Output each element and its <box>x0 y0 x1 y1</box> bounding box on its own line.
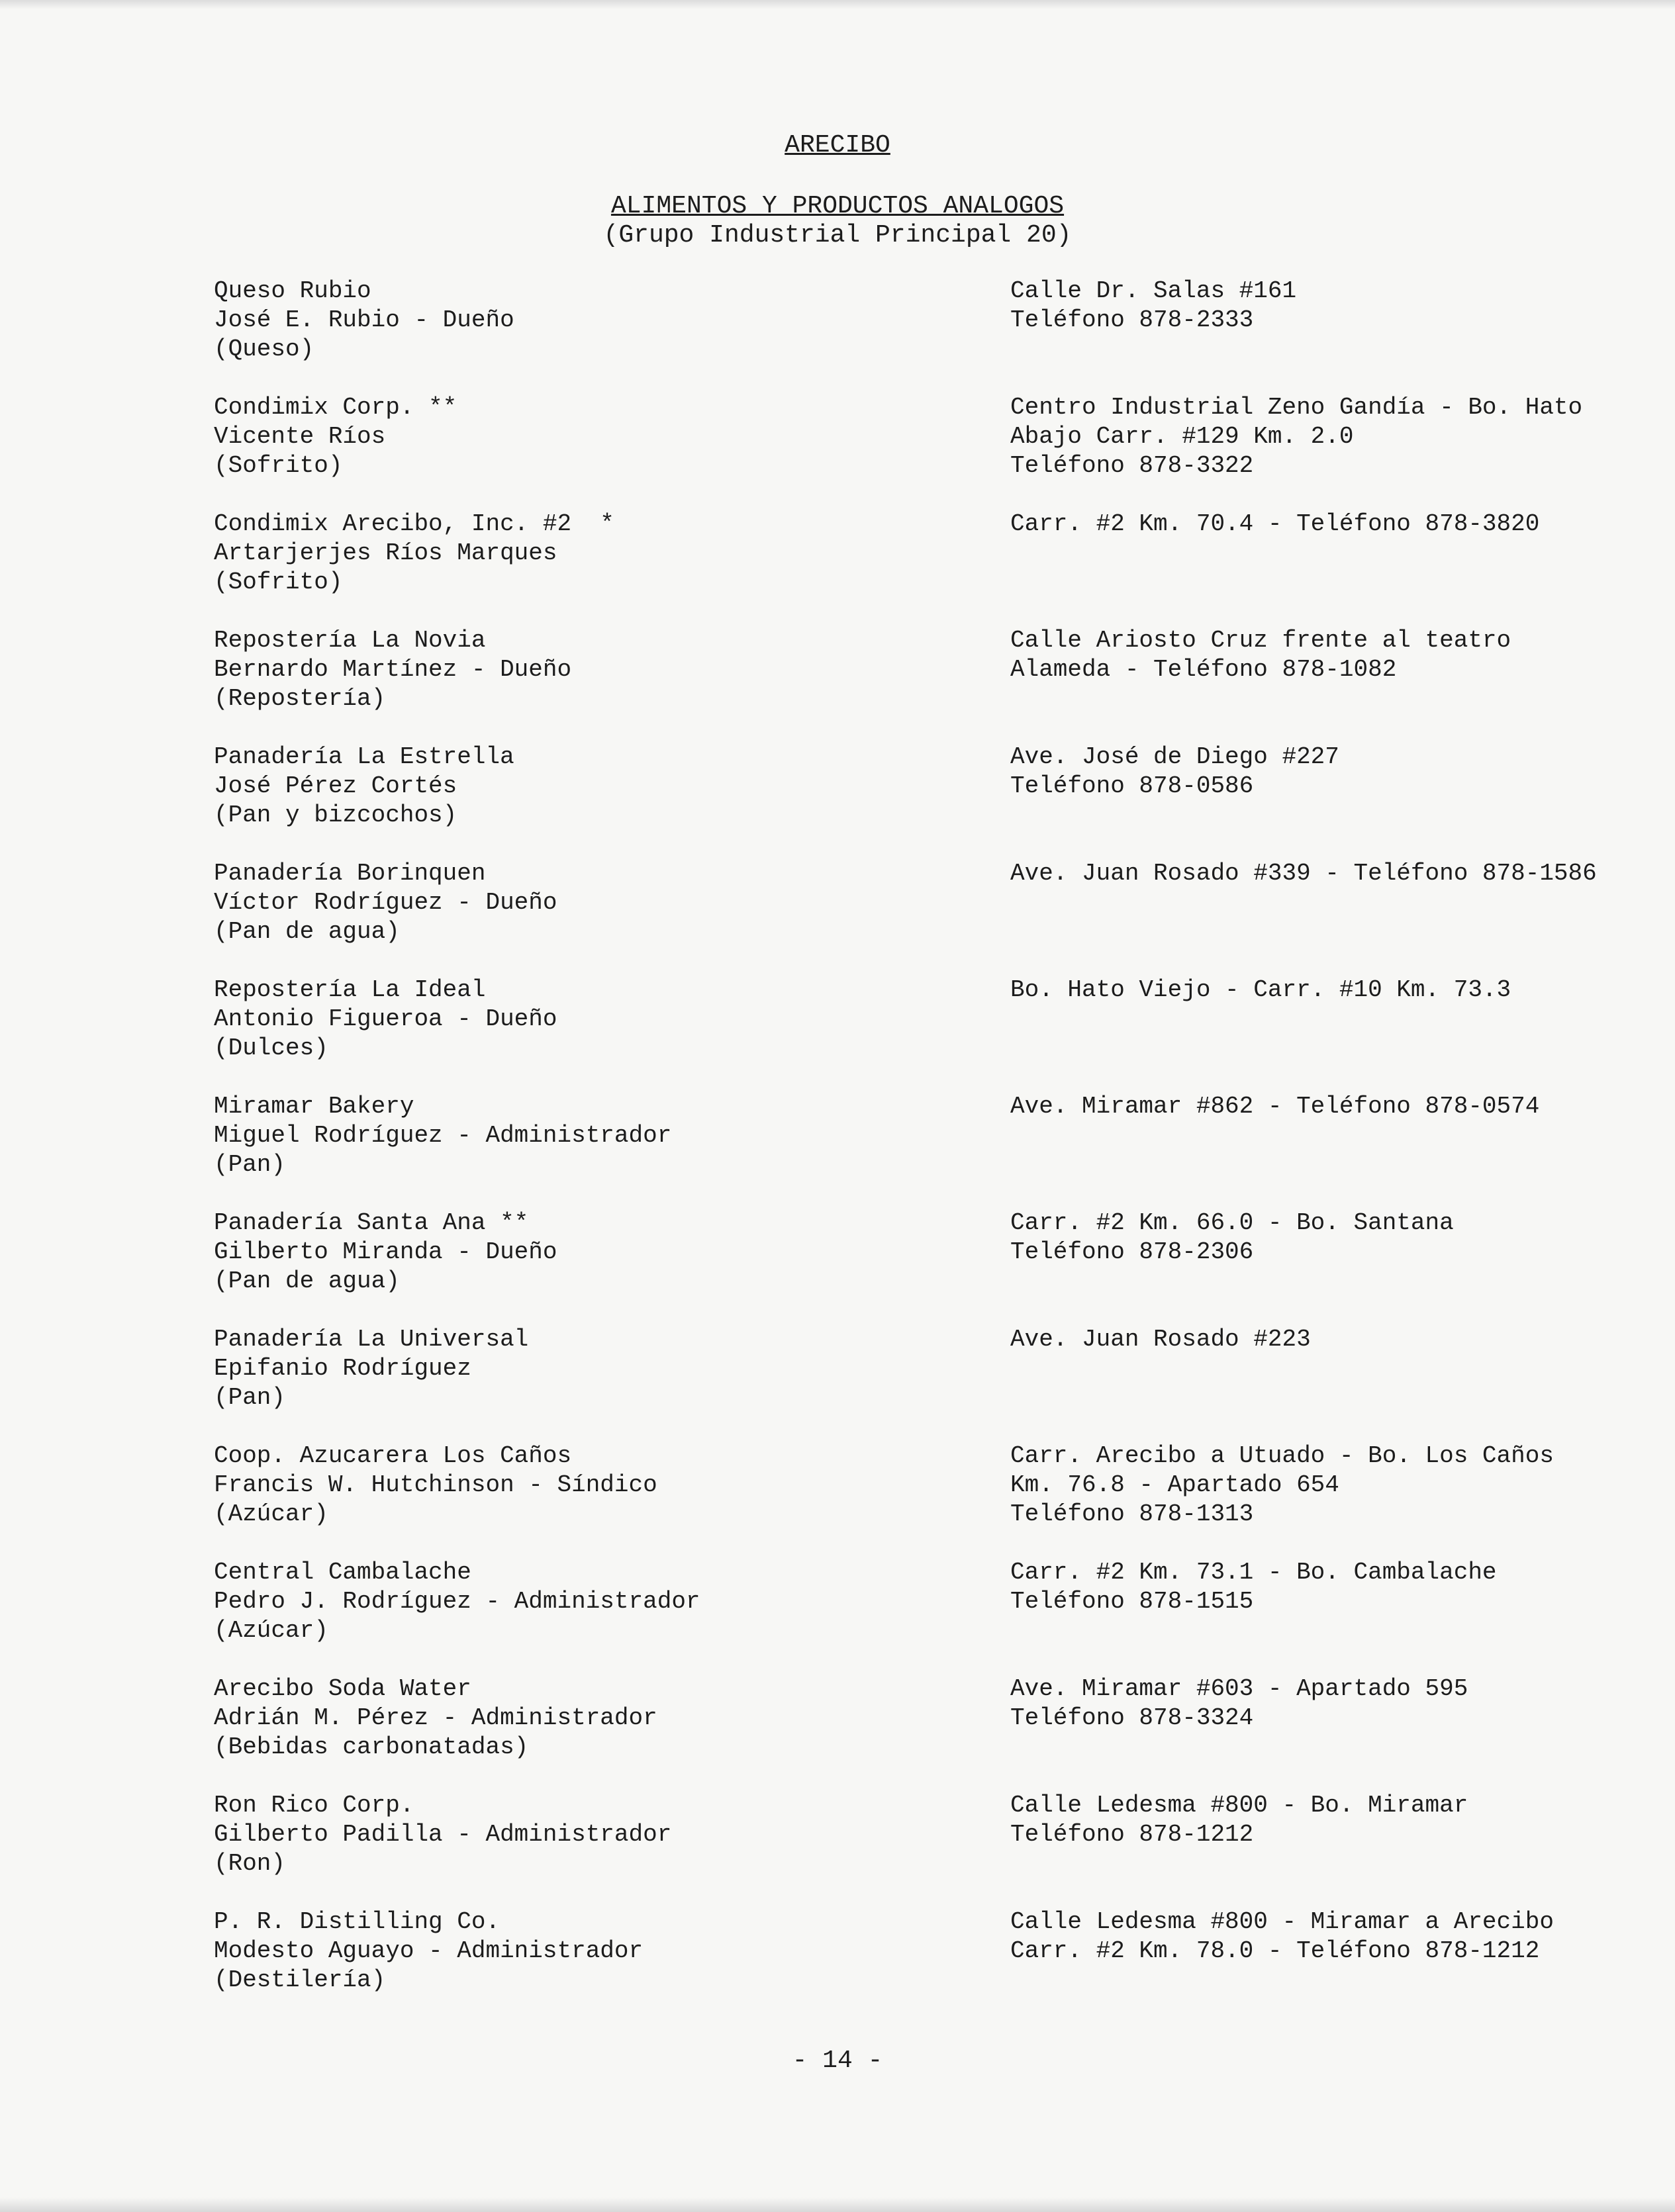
entry-address-info <box>1010 626 1619 684</box>
entry-address-info <box>1010 1675 1619 1733</box>
entry-business-info <box>214 1558 975 1645</box>
entry-address-info <box>1010 859 1619 888</box>
entry-business-info <box>214 1442 975 1529</box>
entry-address-info <box>1010 1092 1619 1121</box>
product-type: (Queso) <box>214 336 314 363</box>
address-line: Ave. Miramar #862 - Teléfono 878-0574 <box>1010 1093 1540 1120</box>
entry-business-info <box>214 1325 975 1412</box>
entry-address-info <box>1010 1209 1619 1267</box>
entry-business-info <box>214 1908 975 1995</box>
contact-person: Francis W. Hutchinson - Síndico <box>214 1471 657 1498</box>
entry-business-info <box>214 1209 975 1296</box>
address-line: Alameda - Teléfono 878-1082 <box>1010 656 1397 683</box>
contact-person: José Pérez Cortés <box>214 772 457 800</box>
contact-person: Gilberto Miranda - Dueño <box>214 1238 557 1266</box>
directory-entry <box>0 626 1675 743</box>
business-name: Condimix Corp. ** <box>214 394 457 421</box>
business-name: Condimix Arecibo, Inc. #2 * <box>214 510 614 537</box>
entry-business-info <box>214 277 975 364</box>
business-name: Repostería La Ideal <box>214 976 486 1003</box>
address-line: Teléfono 878-3324 <box>1010 1704 1254 1731</box>
entry-address-info <box>1010 1908 1619 1966</box>
directory-entry <box>0 1325 1675 1442</box>
contact-person: Antonio Figueroa - Dueño <box>214 1005 557 1033</box>
contact-person: Gilberto Padilla - Administrador <box>214 1821 672 1848</box>
directory-entry <box>0 1092 1675 1209</box>
product-type: (Ron) <box>214 1850 286 1877</box>
section-heading: ALIMENTOS Y PRODUCTOS ANALOGOS <box>610 192 1065 220</box>
entry-business-info <box>214 1791 975 1878</box>
entry-business-info <box>214 1092 975 1179</box>
product-type: (Pan de agua) <box>214 918 400 945</box>
product-type: (Pan y bizcochos) <box>214 802 457 829</box>
page-edge-top <box>0 0 1675 9</box>
address-line: Centro Industrial Zeno Gandía - Bo. Hato <box>1010 394 1583 421</box>
address-line: Calle Ledesma #800 - Miramar a Arecibo <box>1010 1908 1554 1935</box>
address-line: Carr. #2 Km. 70.4 - Teléfono 878-3820 <box>1010 510 1540 537</box>
product-type: (Pan) <box>214 1151 286 1178</box>
directory-entry <box>0 393 1675 510</box>
directory-entry <box>0 510 1675 626</box>
contact-person: Modesto Aguayo - Administrador <box>214 1937 644 1964</box>
product-type: (Pan) <box>214 1384 286 1411</box>
entry-address-info <box>1010 1558 1619 1616</box>
address-line: Teléfono 878-3322 <box>1010 452 1254 479</box>
contact-person: Víctor Rodríguez - Dueño <box>214 889 557 916</box>
page-title: ARECIBO <box>785 131 890 160</box>
address-line: Bo. Hato Viejo - Carr. #10 Km. 73.3 <box>1010 976 1511 1003</box>
entry-business-info <box>214 743 975 830</box>
entry-business-info <box>214 393 975 481</box>
page-edge-bottom <box>0 2197 1675 2212</box>
product-type: (Dulces) <box>214 1035 328 1062</box>
address-line: Carr. #2 Km. 66.0 - Bo. Santana <box>1010 1209 1454 1236</box>
contact-person: Vicente Ríos <box>214 423 386 450</box>
business-name: Central Cambalache <box>214 1559 471 1586</box>
group-heading: (Grupo Industrial Principal 20) <box>603 221 1072 250</box>
entry-address-info <box>1010 277 1619 335</box>
entry-address-info <box>1010 743 1619 801</box>
directory-entry <box>0 1209 1675 1325</box>
business-name: Coop. Azucarera Los Caños <box>214 1442 572 1469</box>
contact-person: Artarjerjes Ríos Marques <box>214 539 557 567</box>
business-name: Panadería La Estrella <box>214 743 514 770</box>
entry-address-info <box>1010 1791 1619 1849</box>
address-line: Ave. Juan Rosado #339 - Teléfono 878-1586 <box>1010 860 1597 887</box>
address-line: Calle Ledesma #800 - Bo. Miramar <box>1010 1792 1468 1819</box>
directory-entry <box>0 1558 1675 1675</box>
entry-business-info <box>214 1675 975 1762</box>
address-line: Ave. Juan Rosado #223 <box>1010 1326 1311 1353</box>
business-name: P. R. Distilling Co. <box>214 1908 501 1935</box>
contact-person: Miguel Rodríguez - Administrador <box>214 1122 672 1149</box>
business-name: Arecibo Soda Water <box>214 1675 471 1702</box>
entry-business-info <box>214 626 975 714</box>
business-name: Panadería La Universal <box>214 1326 529 1353</box>
address-line: Ave. José de Diego #227 <box>1010 743 1339 770</box>
contact-person: Epifanio Rodríguez <box>214 1355 471 1382</box>
address-line: Teléfono 878-1212 <box>1010 1821 1254 1848</box>
entry-business-info <box>214 859 975 946</box>
contact-person: Pedro J. Rodríguez - Administrador <box>214 1588 700 1615</box>
address-line: Calle Ariosto Cruz frente al teatro <box>1010 627 1511 654</box>
address-line: Abajo Carr. #129 Km. 2.0 <box>1010 423 1354 450</box>
contact-person: Adrián M. Pérez - Administrador <box>214 1704 657 1731</box>
product-type: (Bebidas carbonatadas) <box>214 1733 529 1761</box>
directory-entry <box>0 1791 1675 1908</box>
address-line: Teléfono 878-1515 <box>1010 1588 1254 1615</box>
address-line: Teléfono 878-2306 <box>1010 1238 1254 1266</box>
address-line: Carr. Arecibo a Utuado - Bo. Los Caños <box>1010 1442 1554 1469</box>
business-name: Queso Rubio <box>214 277 371 304</box>
entry-business-info <box>214 510 975 597</box>
address-line: Carr. #2 Km. 78.0 - Teléfono 878-1212 <box>1010 1937 1540 1964</box>
directory-entry <box>0 859 1675 976</box>
product-type: (Azúcar) <box>214 1500 328 1528</box>
directory-entry <box>0 1908 1675 2024</box>
directory-list <box>0 277 1675 2024</box>
product-type: (Repostería) <box>214 685 386 712</box>
address-line: Carr. #2 Km. 73.1 - Bo. Cambalache <box>1010 1559 1497 1586</box>
directory-entry <box>0 976 1675 1092</box>
address-line: Ave. Miramar #603 - Apartado 595 <box>1010 1675 1468 1702</box>
address-line: Teléfono 878-2333 <box>1010 306 1254 334</box>
page-number: - 14 - <box>792 2047 883 2075</box>
contact-person: José E. Rubio - Dueño <box>214 306 514 334</box>
product-type: (Pan de agua) <box>214 1267 400 1295</box>
product-type: (Sofrito) <box>214 452 343 479</box>
business-name: Ron Rico Corp. <box>214 1792 414 1819</box>
directory-entry <box>0 1442 1675 1558</box>
business-name: Panadería Santa Ana ** <box>214 1209 529 1236</box>
address-line: Teléfono 878-0586 <box>1010 772 1254 800</box>
business-name: Panadería Borinquen <box>214 860 486 887</box>
entry-address-info <box>1010 1325 1619 1354</box>
entry-address-info <box>1010 1442 1619 1529</box>
entry-address-info <box>1010 393 1619 481</box>
address-line: Calle Dr. Salas #161 <box>1010 277 1297 304</box>
address-line: Km. 76.8 - Apartado 654 <box>1010 1471 1339 1498</box>
directory-entry <box>0 1675 1675 1791</box>
product-type: (Azúcar) <box>214 1617 328 1644</box>
business-name: Repostería La Novia <box>214 627 486 654</box>
directory-entry <box>0 743 1675 859</box>
product-type: (Sofrito) <box>214 569 343 596</box>
product-type: (Destilería) <box>214 1966 386 1994</box>
business-name: Miramar Bakery <box>214 1093 414 1120</box>
entry-business-info <box>214 976 975 1063</box>
address-line: Teléfono 878-1313 <box>1010 1500 1254 1528</box>
directory-entry <box>0 277 1675 393</box>
contact-person: Bernardo Martínez - Dueño <box>214 656 572 683</box>
entry-address-info <box>1010 976 1619 1005</box>
entry-address-info <box>1010 510 1619 539</box>
